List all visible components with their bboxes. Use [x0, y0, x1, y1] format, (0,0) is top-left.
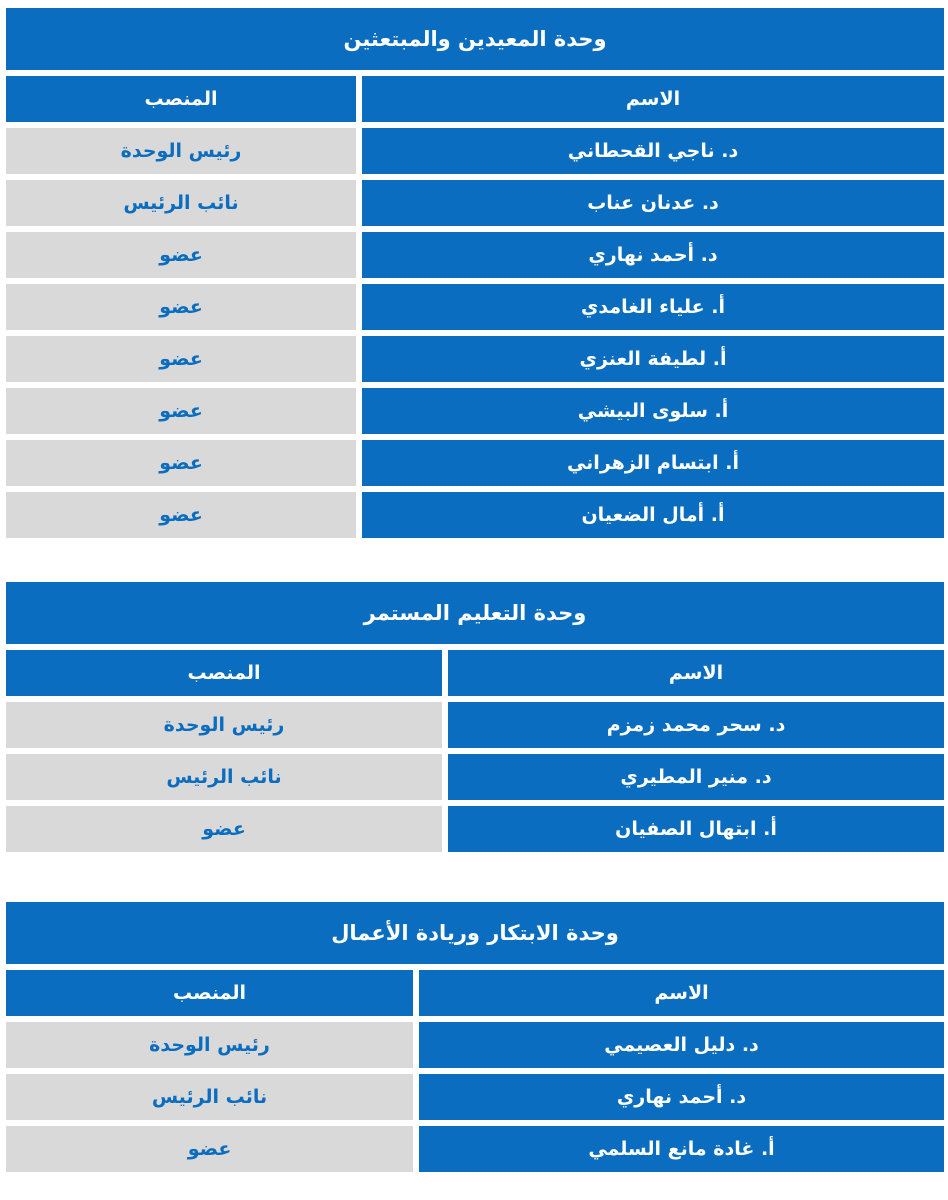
table-title: وحدة التعليم المستمر	[6, 582, 944, 644]
name-cell: د. منير المطيري	[448, 754, 944, 800]
table-row	[6, 388, 944, 434]
name-cell: د. عدنان عناب	[362, 180, 944, 226]
column-header-role: المنصب	[6, 650, 442, 696]
role-cell: عضو	[6, 284, 356, 330]
name-cell: أ. ابتهال الصفيان	[448, 806, 944, 852]
table-row	[6, 440, 944, 486]
column-header-name: الاسم	[362, 76, 944, 122]
role-cell: عضو	[6, 492, 356, 538]
role-cell: نائب الرئيس	[6, 754, 442, 800]
unit-table-innovation-entrepreneurship	[6, 902, 944, 1172]
role-cell: رئيس الوحدة	[6, 1022, 413, 1068]
role-cell: عضو	[6, 232, 356, 278]
table-row	[6, 1074, 944, 1120]
table-row	[6, 1126, 944, 1172]
table-row	[6, 702, 944, 748]
name-cell: أ. سلوى البيشي	[362, 388, 944, 434]
name-cell: د. أحمد نهاري	[362, 232, 944, 278]
column-header-role: المنصب	[6, 76, 356, 122]
table-row	[6, 336, 944, 382]
role-cell: عضو	[6, 336, 356, 382]
role-cell: عضو	[6, 806, 442, 852]
role-cell: عضو	[6, 388, 356, 434]
table-row	[6, 232, 944, 278]
name-cell: د. ناجي القحطاني	[362, 128, 944, 174]
table-row	[6, 128, 944, 174]
table-title: وحدة الابتكار وريادة الأعمال	[6, 902, 944, 964]
column-header-name: الاسم	[419, 970, 944, 1016]
unit-table-graduate-assistants	[6, 8, 944, 538]
table-header-row	[6, 970, 944, 1016]
table-row	[6, 180, 944, 226]
name-cell: أ. لطيفة العنزي	[362, 336, 944, 382]
role-cell: عضو	[6, 440, 356, 486]
table-title: وحدة المعيدين والمبتعثين	[6, 8, 944, 70]
role-cell: نائب الرئيس	[6, 1074, 413, 1120]
name-cell: د. أحمد نهاري	[419, 1074, 944, 1120]
name-cell: د. سحر محمد زمزم	[448, 702, 944, 748]
table-row	[6, 754, 944, 800]
name-cell: أ. ابتسام الزهراني	[362, 440, 944, 486]
role-cell: عضو	[6, 1126, 413, 1172]
table-row	[6, 492, 944, 538]
table-row	[6, 1022, 944, 1068]
table-row	[6, 806, 944, 852]
table-row	[6, 284, 944, 330]
unit-table-continuing-education	[6, 582, 944, 852]
column-header-name: الاسم	[448, 650, 944, 696]
name-cell: د. دليل العصيمي	[419, 1022, 944, 1068]
column-header-role: المنصب	[6, 970, 413, 1016]
role-cell: نائب الرئيس	[6, 180, 356, 226]
role-cell: رئيس الوحدة	[6, 702, 442, 748]
table-header-row	[6, 76, 944, 122]
name-cell: أ. غادة مانع السلمي	[419, 1126, 944, 1172]
table-header-row	[6, 650, 944, 696]
name-cell: أ. علياء الغامدي	[362, 284, 944, 330]
name-cell: أ. أمال الضعيان	[362, 492, 944, 538]
role-cell: رئيس الوحدة	[6, 128, 356, 174]
